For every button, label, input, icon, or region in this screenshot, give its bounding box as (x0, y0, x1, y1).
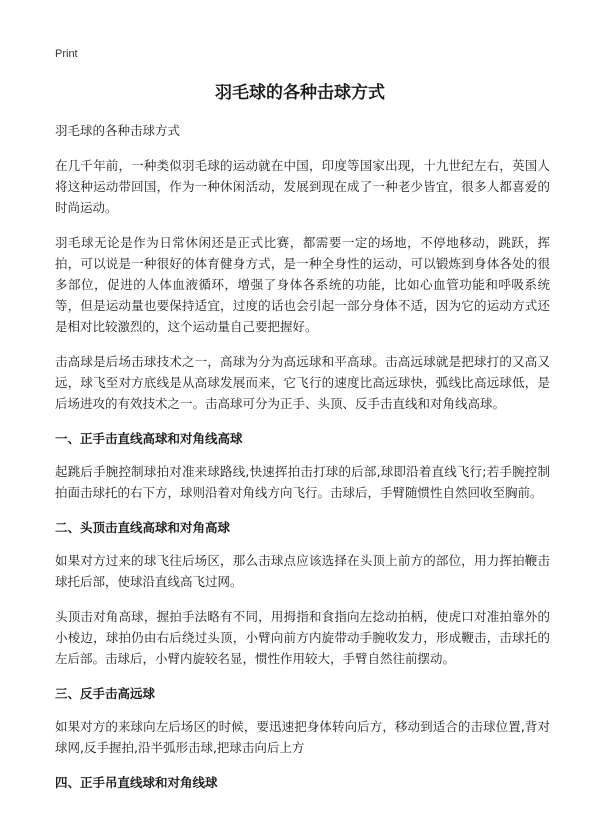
section-heading: 一、正手击直线高球和对角线高球 (55, 431, 243, 446)
article-subtitle: 羽毛球的各种击球方式 (55, 123, 181, 138)
section-heading: 二、头顶击直线高球和对角高球 (55, 520, 231, 535)
section-heading: 三、反手击高远球 (55, 686, 156, 701)
page-title: 羽毛球的各种击球方式 (215, 83, 385, 103)
intro-paragraph: 在几千年前，一种类似羽毛球的运动就在中国，印度等国家出现，十九世纪左右，英国人将这种运动带回国，作为一种休闲活动，发展到现在成了一种老少皆宜，很多人都喜爱的时尚运动。 (55, 158, 550, 215)
section-heading: 四、正手吊直线球和对角线球 (55, 775, 218, 790)
section-paragraph: 如果对方的来球向左后场区的时候，要迅速把身体转向后方，移动到适合的击球位置,背对球网,反手握拍,沿半弧形击球,把球击向后上方 (55, 719, 550, 755)
intro-paragraph: 击高球是后场击球技术之一，高球为分为高远球和平高球。击高远球就是把球打的又高又远，球飞至对方底线是从高球发展而来，它飞行的速度比高远球快，弧线比高远球低，是后场进攻的有效技术之一。击高球可分为正手、头顶、反手击直线和对角线高球。 (55, 354, 550, 411)
section-paragraph: 如果对方过来的球飞往后场区，那么击球点应该选择在头顶上前方的部位，用力挥拍鞭击球托后部，使球沿直线高飞过网。 (55, 553, 550, 589)
section-paragraph: 头顶击对角高球，握拍手法略有不同，用拇指和食指向左捻动拍柄，使虎口对准拍靠外的小棱边，球拍仍由右后绕过头顶，小臂向前方内旋带动手腕收发力，形成鞭击，击球托的左后部。击球后，小臂内旋较名显，惯性作用较大，手臂自然往前摆动。 (55, 609, 550, 666)
article-body (55, 120, 550, 805)
section-paragraph: 起跳后手腕控制球拍对准来球路线,快速挥拍击打球的后部,球即沿着直线飞行;若手腕控制拍面击球托的右下方，球则沿着对角线方向飞行。击球后，手臂随惯性自然回收至胸前。 (55, 464, 550, 500)
print-link[interactable]: Print (55, 48, 78, 60)
intro-paragraph: 羽毛球无论是作为日常休闲还是正式比赛，都需要一定的场地，不停地移动，跳跃，挥拍，可以说是一种很好的体育健身方式，是一种全身性的运动，可以锻炼到身体各处的很多部位，促进的人体血液循环，增强了身体各系统的功能，比如心血管功能和呼吸系统等，但是运动量也要保持适宜，过度的话也会引起一部分身体不适，因为它的运动方式还是相对比较激烈的，这个运动量自己要把握好。 (55, 235, 550, 334)
